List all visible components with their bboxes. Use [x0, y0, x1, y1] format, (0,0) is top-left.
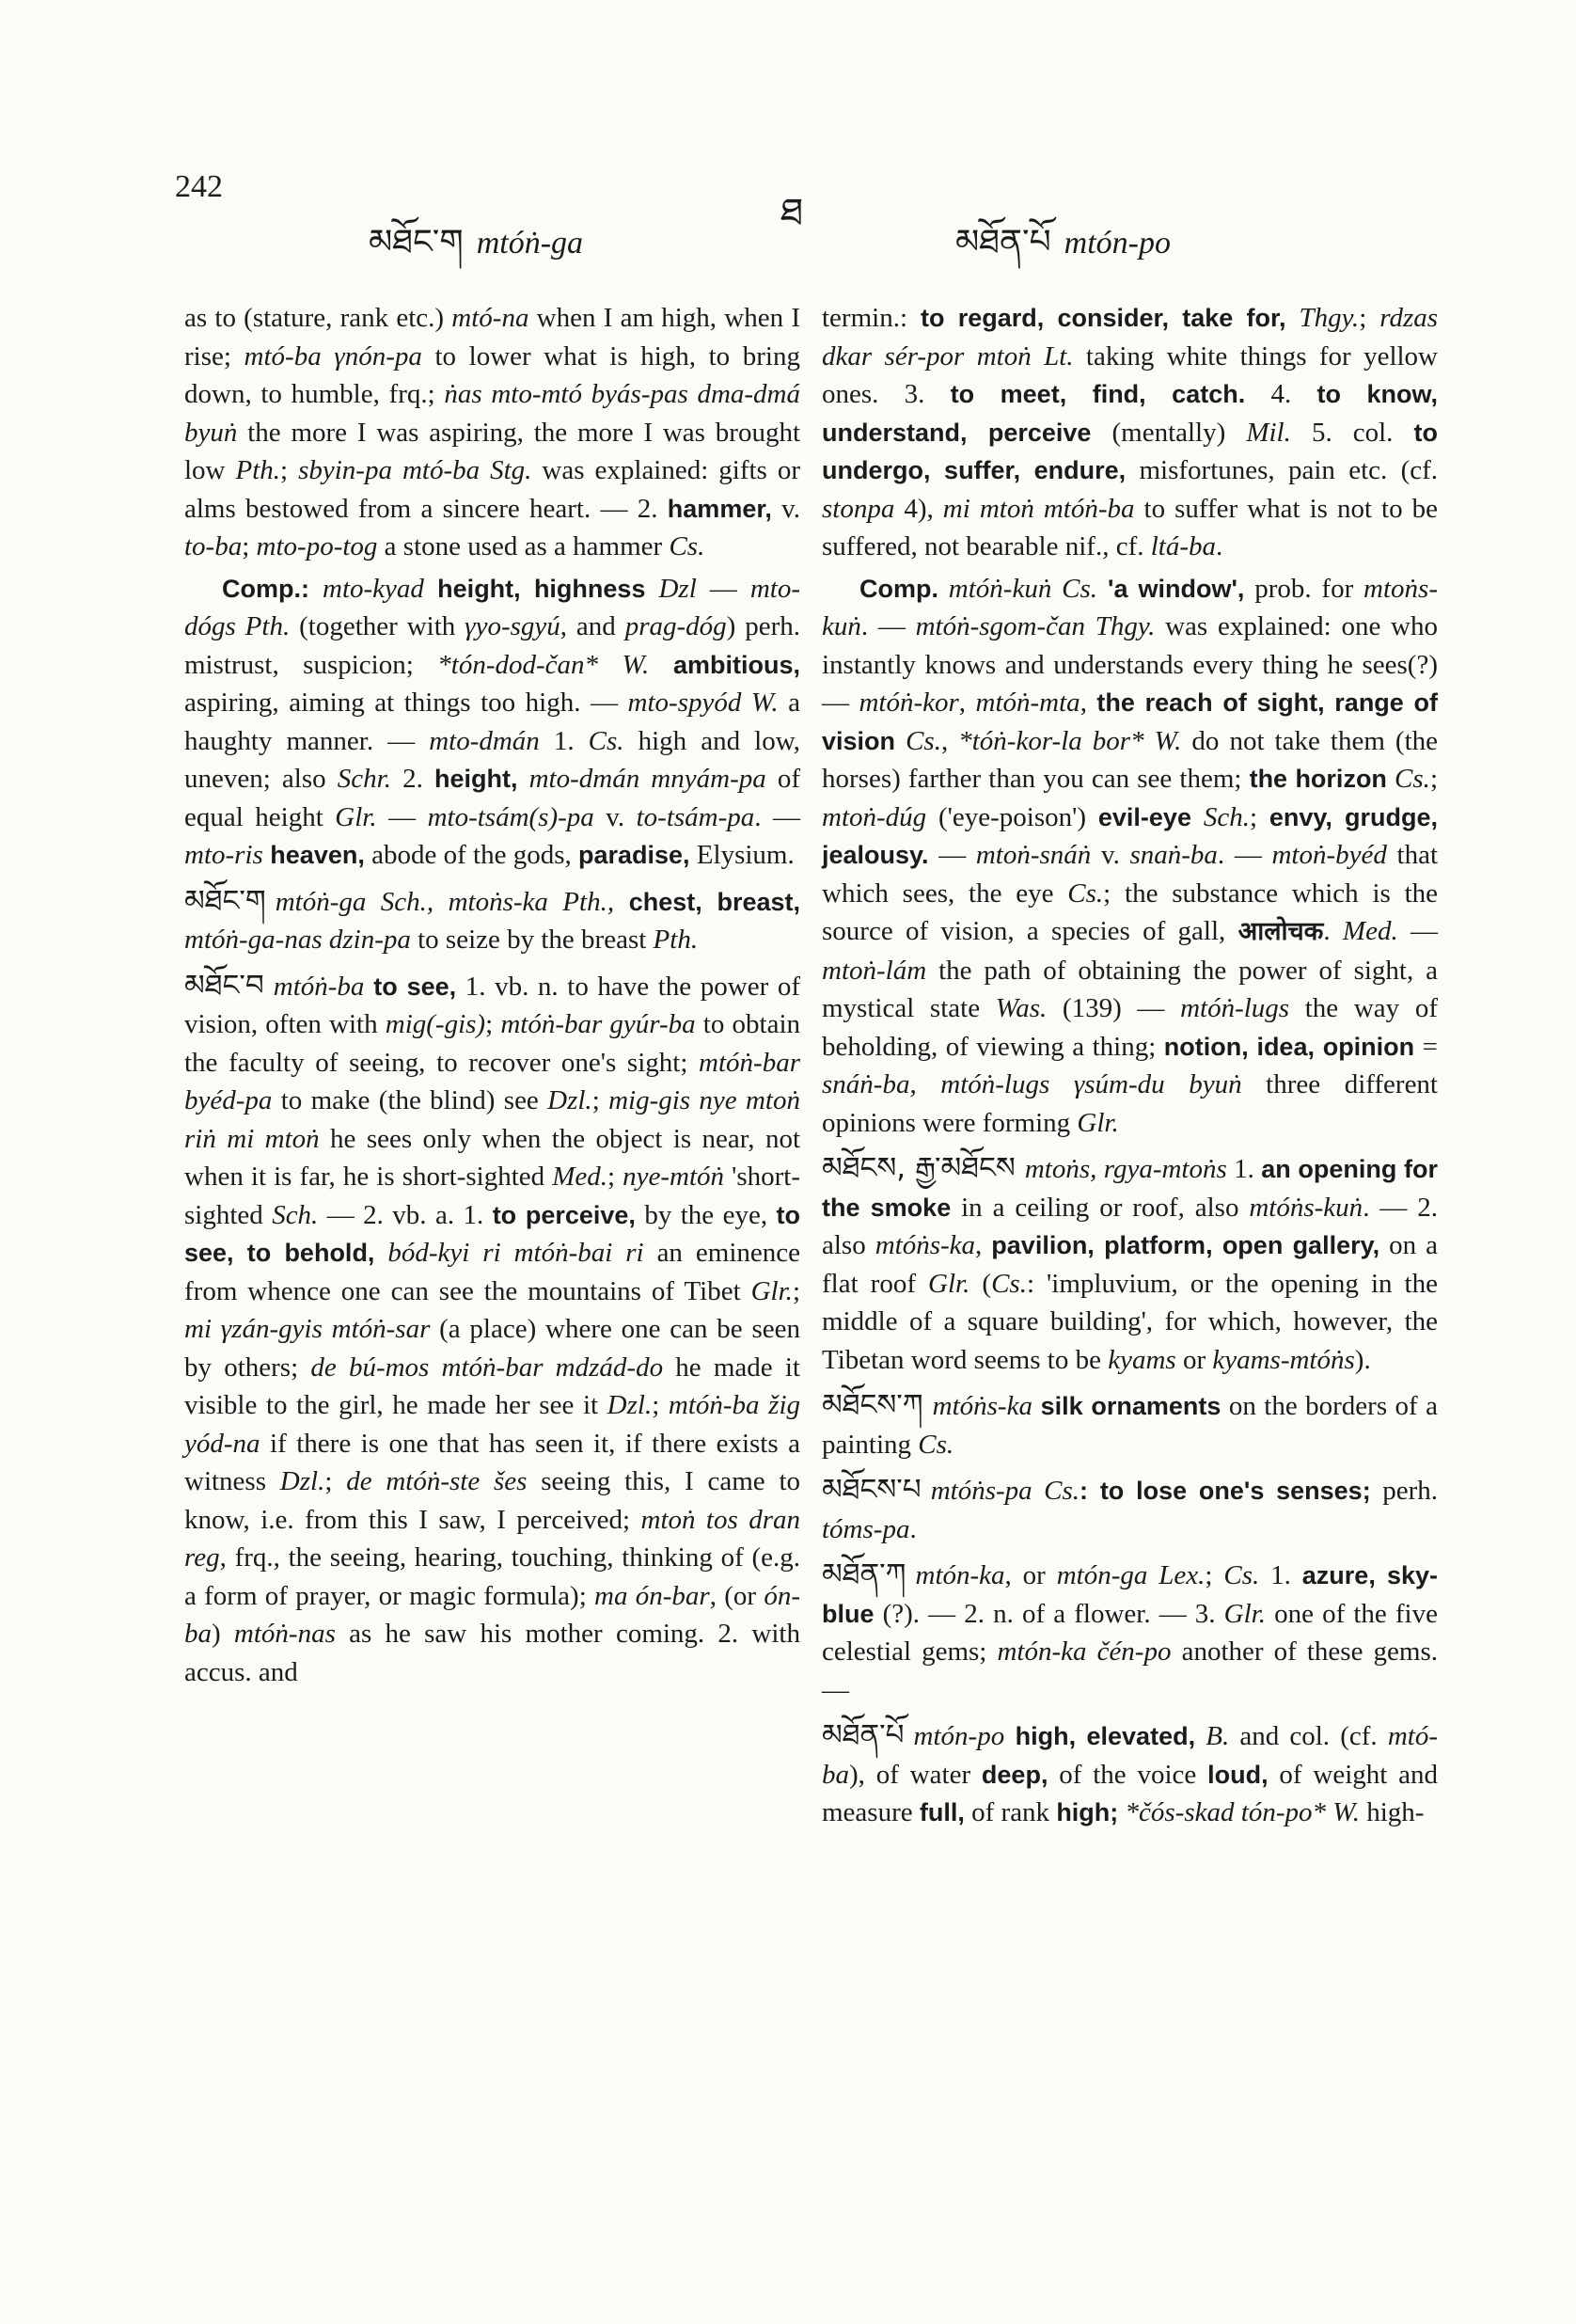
text-run: prag-dóg [624, 611, 727, 641]
text-run: 5. col. [1290, 417, 1414, 448]
text-run: B. [1195, 1721, 1230, 1751]
text-run: . [909, 1513, 917, 1544]
headword-tibetan: མཐོངས་ཀ [822, 1388, 923, 1422]
text-run: ; [324, 1466, 347, 1496]
text-run: to undergo, suffer, endure, [822, 418, 1438, 484]
text-run: he sees only when the object is near, not when it is far, he is short-sighted [184, 1123, 801, 1192]
text-run: was explained: one who instantly knows and understands every thing he sees(?) — [822, 611, 1439, 718]
right-running-headword [955, 203, 1171, 299]
text-run: prob. for [1244, 573, 1364, 604]
text-run: ; [1429, 764, 1438, 794]
text-run: Thgy. [1285, 303, 1360, 333]
text-run: — [696, 573, 750, 604]
entry-continuation [184, 299, 800, 566]
text-run: Med. [552, 1162, 607, 1192]
text-run: mtóṅ-bar byéd-pa [184, 1047, 800, 1115]
right-headword-tibetan: མཐོན་པོ [955, 223, 1051, 261]
text-run: de bú-mos mtóṅ-bar mdzád-do [310, 1352, 664, 1383]
text-run: mtóṅs-ka [875, 1230, 976, 1260]
text-run: ). [1354, 1344, 1371, 1375]
text-run: Pth. [653, 925, 699, 955]
text-run: high and low, uneven; also [184, 725, 801, 794]
text-run: of rank [964, 1797, 1057, 1827]
text-run: — [1397, 916, 1438, 946]
text-run: do not take them (the horses) farther than you can see them; [822, 725, 1438, 794]
entry-mtong-ga [184, 882, 800, 959]
text-run: mtóṅ-sgom-čan Thgy. [915, 611, 1156, 641]
text-run: an opening for the smoke [822, 1155, 1439, 1222]
text-run: = [1414, 1031, 1439, 1062]
text-run: misfortunes, pain etc. (cf. [1126, 455, 1439, 485]
right-column [822, 299, 1438, 1836]
text-run: of equal height [184, 764, 801, 832]
entry-continuation [822, 299, 1438, 566]
text-run: ), of water [849, 1759, 982, 1790]
text-run: kyams-mtóṅs [1212, 1344, 1355, 1375]
text-run: , or [1004, 1560, 1057, 1590]
text-run: : to lose one's senses; [1080, 1477, 1371, 1505]
text-run: mto-po-tog [256, 531, 378, 561]
text-run: Dzl. [279, 1466, 325, 1496]
text-run: height, highness [423, 574, 646, 603]
text-run: tóms-pa [822, 1513, 910, 1544]
text-run: Glr. [928, 1268, 970, 1299]
text-run: *tón-dod-čan* W. [437, 649, 650, 680]
text-run: to see, [364, 972, 457, 1001]
text-run: of weight and measure [822, 1759, 1438, 1827]
text-run: the horizon [1249, 765, 1387, 793]
text-run: mtóṅ-nas [233, 1619, 336, 1649]
text-run: Schr. [337, 764, 391, 794]
text-run: height, [433, 765, 518, 793]
text-run: Cs. [1067, 877, 1104, 909]
text-run: to suffer what is not to be suffered, not bearable nif., cf. [822, 493, 1438, 561]
page-header [0, 160, 1576, 261]
text-run: ('eye-poison') [926, 801, 1098, 832]
text-run: Cs. [669, 531, 705, 561]
text-run: ; [1205, 1560, 1224, 1590]
text-run: on the borders of a painting [822, 1391, 1438, 1460]
text-run: ; [485, 1009, 501, 1039]
text-run: on a flat roof [822, 1230, 1438, 1299]
text-run: 2. [390, 764, 434, 794]
text-run: ; [652, 1390, 669, 1420]
text-run: aspiring, aiming at things too high. — [184, 688, 628, 718]
text-run: mtó-ba γnón-pa [244, 340, 422, 372]
text-run: as to (stature, rank etc.) [184, 303, 452, 333]
text-run: Sch. [1190, 801, 1250, 832]
text-run: three different opinions were forming [822, 1069, 1438, 1138]
text-run: a stone used as a hammer [377, 531, 670, 561]
text-run: — [376, 801, 428, 832]
text-run: mtóṅs-kuṅ [1249, 1192, 1363, 1223]
text-run: ón-ba [184, 1580, 800, 1649]
text-run: of the voice [1048, 1759, 1208, 1790]
text-run: Cs. [895, 725, 941, 756]
text-run: . — [1217, 840, 1272, 870]
text-run: . — 2. also [822, 1192, 1439, 1260]
text-run: mtó-na [451, 303, 529, 333]
text-run: loud, [1207, 1760, 1269, 1789]
text-run: sbyin-pa mtó-ba Stg. [298, 455, 532, 485]
text-run: 1. [1226, 1154, 1262, 1184]
text-run: envy, grudge, jealousy. [822, 802, 1439, 869]
text-run: . [1216, 531, 1223, 561]
text-run: the way of beholding, of viewing a thing; [822, 993, 1438, 1062]
text-run: mtoṅ-snáṅ [975, 840, 1092, 870]
text-run: mtóṅ-ba žig yód-na [184, 1390, 800, 1459]
text-run: ambitious, [649, 650, 800, 679]
text-run: , [958, 688, 976, 718]
text-run: . — [860, 611, 916, 641]
text-run: in a ceiling or roof, also [951, 1192, 1250, 1223]
text-run: , [940, 725, 959, 756]
text-run: to see, to behold, [184, 1200, 800, 1267]
text-run: pavilion, platform, open gallery, [991, 1231, 1380, 1259]
text-run: to perceive, [492, 1200, 636, 1229]
section-letter: ཐ [780, 191, 804, 234]
text-run: Cs. [918, 1429, 954, 1460]
text-run: taking white things for yellow ones. 3. [822, 340, 1438, 409]
text-run: mtóṅ-kor [859, 688, 959, 718]
text-run: paradise, [577, 841, 690, 869]
text-run: : 'impluvium, or the opening in the middle of a square building', for which, however, the Tibetan word seems to be [822, 1268, 1438, 1375]
text-run: mtoṅs, rgya-mtoṅs [1024, 1154, 1227, 1184]
text-run: ; [1359, 303, 1380, 333]
text-run: mtón-ka [915, 1560, 1005, 1590]
text-run: (139) — [1047, 993, 1181, 1023]
text-run: (mentally) [1091, 417, 1247, 448]
text-run: to lower what is high, to bring down, to humble, frq.; [184, 340, 800, 409]
text-run: , (or [709, 1580, 764, 1611]
text-run: de mtóṅ-ste šes [346, 1466, 528, 1496]
text-run: mtóṅs-ka [932, 1391, 1032, 1421]
text-run: full, [919, 1798, 965, 1826]
text-run: mto-kyad [308, 573, 424, 604]
text-run: ; [242, 531, 257, 561]
text-run: the reach of sight, range of vision [822, 688, 1439, 755]
text-run: hammer, [667, 494, 772, 523]
text-run: high; [1056, 1798, 1119, 1826]
text-run: notion, idea, opinion [1163, 1032, 1415, 1061]
text-run: ) perh. mistrust, suspicion; [184, 611, 801, 680]
text-run: the path of obtaining the power of sight, a mystical state [822, 955, 1438, 1023]
text-run: *tóṅ-kor-la bor* W. [958, 725, 1182, 756]
text-run: 4), [894, 493, 943, 524]
text-run: , [975, 1230, 992, 1260]
text-run: Dzl. [607, 1390, 653, 1420]
text-run: one of the five celestial gems; [822, 1598, 1438, 1667]
text-run: Dzl. [547, 1085, 592, 1115]
text-run: Comp. [859, 574, 938, 603]
text-run: Cs. [991, 1268, 1027, 1299]
text-run: to make (the blind) see [272, 1085, 548, 1115]
text-run: ; [591, 1085, 609, 1115]
text-run: an eminence from whence one can see the mountains of Tibet [184, 1238, 800, 1306]
text-run: mtón-ka čén-po [997, 1636, 1172, 1667]
text-run: ; [607, 1162, 623, 1192]
text-run: chest, breast, [614, 887, 801, 916]
text-run: ) [212, 1619, 234, 1649]
text-run: mtoṅ-byéd [1271, 840, 1387, 870]
text-run: snáṅ-ba, mtóṅ-lugs γsúm-du byuṅ [822, 1069, 1242, 1099]
text-run: by the eye, [635, 1199, 777, 1230]
text-run: stonpa [822, 493, 895, 524]
text-run: mto-dmán [429, 725, 540, 756]
text-run: mtóṅ-ga-nas dzin-pa [184, 925, 411, 955]
text-run: a haughty manner. — [184, 688, 800, 756]
text-run: mto-ris [184, 840, 263, 870]
entry-mton-po [822, 1716, 1438, 1832]
text-run: evil-eye [1097, 802, 1191, 831]
text-run: ; the substance which is the source of vision, a species of gall, [822, 877, 1439, 946]
text-run: Cs. [1223, 1560, 1260, 1590]
compounds-paragraph [822, 570, 1438, 1143]
text-run: mtóṅ-lugs [1180, 993, 1290, 1023]
text-run: Med. [1342, 916, 1398, 946]
text-run: that which sees, the eye [822, 840, 1439, 909]
text-run: ṅas mto-mtó byás-pas dma-dmá byuṅ [184, 379, 801, 448]
text-run: deep, [981, 1760, 1048, 1789]
text-run: abode of the gods, [364, 840, 578, 870]
text-run: γyo-sgyú [465, 611, 560, 641]
page-number: 242 [175, 169, 223, 204]
compounds-paragraph [184, 570, 800, 875]
text-run: ma ón-bar [594, 1580, 710, 1611]
text-run: . — [754, 801, 801, 832]
text-run: (?). — 2. n. of a flower. — 3. [874, 1598, 1224, 1629]
text-run: ltá-ba [1150, 531, 1217, 561]
text-run: mtóṅ-mta [975, 688, 1080, 718]
text-run: perh. [1370, 1476, 1438, 1506]
text-run: (a place) where one can be seen by others; [184, 1314, 800, 1383]
text-run: mtóṅ-ga Sch., mtoṅs-ka Pth., [275, 886, 615, 917]
headword-tibetan: མཐོན་ཀ [822, 1557, 906, 1591]
text-run: mto-spyód W. [627, 688, 779, 718]
text-run: Pth. [235, 455, 281, 485]
text-run: . [1323, 916, 1343, 946]
text-run: Glr. [1223, 1598, 1266, 1629]
text-run: 'short-sighted [184, 1162, 800, 1230]
text-run: he made it visible to the girl, he made her see it [184, 1352, 800, 1420]
entry-mtongs [822, 1149, 1438, 1379]
text-run: mi γzán-gyis mtóṅ-sar [184, 1314, 431, 1344]
text-run: to obtain the faculty of seeing, to recover one's sight; [184, 1009, 801, 1078]
text-run: — 2. vb. a. 1. [318, 1199, 493, 1230]
text-run: mtóṅ-kuṅ Cs. [938, 573, 1097, 604]
left-running-headword [369, 203, 583, 299]
text-run: mto-tsám(s)-pa [427, 801, 594, 832]
text-run: as he saw his mother coming. 2. with accus. and [184, 1619, 800, 1687]
text-run: heaven, [262, 841, 365, 869]
text-run: when I am high, when I rise; [184, 303, 800, 372]
text-run: mtóṅ-bar gyúr-ba [500, 1009, 696, 1039]
headword-tibetan: མཐོངས་པ [822, 1473, 922, 1507]
right-headword-roman: mtón-po [1064, 226, 1171, 261]
text-run: another of these gems. — [822, 1636, 1438, 1705]
text-run: — [928, 840, 976, 870]
text-run: if there is one that has seen it, if there exists a witness [184, 1428, 800, 1496]
headword-tibetan: མཐོང་ག [184, 883, 266, 918]
text-run: bód-kyi ri mtóṅ-bai ri [374, 1238, 644, 1268]
text-run: mtoṅ-dúg [822, 801, 927, 832]
headword-tibetan: མཐོན་པོ [822, 1718, 905, 1752]
text-run: Cs. [1386, 764, 1430, 794]
text-run: mtoṅ-lám [822, 955, 927, 986]
text-run: the more I was aspiring, the more I was brought low [184, 417, 800, 485]
text-run: Glr. [1077, 1107, 1119, 1138]
text-run: (together with [290, 611, 465, 641]
text-run: to seize by the breast [410, 925, 654, 955]
text-run: mtoṅ tos dran reg [184, 1504, 800, 1573]
text-run: mig-gis nye mtoṅ riṅ mi mtoṅ [184, 1085, 800, 1154]
text-run: , and [559, 611, 625, 641]
text-run: mtóṅ-ba [273, 971, 365, 1002]
text-run: termin.: [822, 303, 921, 333]
text-run: rdzas dkar sér-por mtoṅ Lt. [822, 303, 1439, 372]
text-run: mto-dógs Pth. [184, 573, 800, 641]
text-run: Comp.: [222, 574, 309, 603]
text-run: to-tsám-pa [636, 801, 755, 832]
text-run: high, elevated, [1004, 1722, 1196, 1750]
text-run: nye-mtóṅ [623, 1162, 725, 1192]
entry-mtongs-ka [822, 1386, 1438, 1463]
text-run: Dzl [645, 573, 697, 604]
text-run: azure, sky-blue [822, 1561, 1438, 1628]
text-run: , [1080, 688, 1097, 718]
text-run: v. [593, 801, 637, 832]
text-run: kyams [1108, 1344, 1176, 1375]
text-run: or [1175, 1344, 1213, 1375]
text-run: high- [1359, 1797, 1425, 1827]
text-run: mto-dmán mnyám-pa [517, 764, 766, 794]
text-run: mi mtoṅ mtóṅ-ba [942, 493, 1135, 524]
text-run: *čós-skad tón-po* W. [1118, 1797, 1360, 1827]
text-run: ; [280, 455, 299, 485]
left-column [184, 299, 800, 1695]
entry-mtong-ba [184, 967, 800, 1692]
text-run: Elysium. [689, 840, 795, 870]
text-run: , frq., the seeing, hearing, touching, thinking of (e.g. a form of prayer, or magic formula); [184, 1542, 800, 1611]
text-run: 1. vb. n. to have the power of vision, often with [184, 971, 800, 1039]
text-run: mtóṅs-pa Cs. [930, 1476, 1080, 1506]
text-run: snaṅ-ba [1129, 840, 1218, 870]
text-run: ( [969, 1268, 992, 1299]
text-run: v. [771, 493, 800, 524]
text-run: Glr. [750, 1275, 793, 1306]
entry-mtongs-pa [822, 1471, 1438, 1548]
text-run: v. [1091, 840, 1130, 870]
text-run: 4. [1245, 379, 1317, 409]
text-run: mtó-ba [822, 1721, 1438, 1790]
text-run: ; [792, 1275, 800, 1306]
text-run: 1. [539, 725, 589, 756]
text-run: seeing this, I came to know, i.e. from this I saw, I perceived; [184, 1466, 801, 1535]
left-headword-tibetan: མཐོང་ག [369, 223, 464, 261]
text-run: and col. (cf. [1229, 1721, 1388, 1751]
text-run: mig(-gis) [385, 1009, 486, 1039]
headword-tibetan: མཐོང་བ [184, 968, 264, 1003]
text-run: to meet, find, catch. [950, 380, 1246, 408]
text-run: Sch. [272, 1199, 319, 1230]
text-run: ; [1249, 801, 1269, 832]
left-headword-roman: mtóṅ-ga [476, 226, 584, 261]
text-run: mtoṅs-kuṅ [822, 573, 1438, 641]
text-run: Mil. [1246, 417, 1291, 448]
text-run: Cs. [588, 725, 624, 756]
text-run: Glr. [335, 801, 377, 832]
text-run: mtón-ga Lex. [1056, 1560, 1206, 1590]
text-run: was explained: gifts or alms bestowed from a sincere heart. — 2. [184, 455, 800, 524]
text-run: to-ba [184, 531, 243, 561]
text-run: Was. [995, 993, 1048, 1023]
text-run: silk ornaments [1032, 1392, 1221, 1420]
headword-tibetan: མཐོངས, རྒྱ་མཐོངས [822, 1151, 1016, 1185]
text-run: to know, understand, perceive [822, 380, 1438, 447]
text-run: to regard, consider, take for, [921, 304, 1286, 332]
text-run: 'a window', [1097, 574, 1245, 603]
devanagari-term: आलोचक [1237, 917, 1324, 946]
text-run: 1. [1259, 1560, 1302, 1590]
entry-mton-ka [822, 1556, 1438, 1709]
text-run: mtón-po [913, 1721, 1005, 1751]
